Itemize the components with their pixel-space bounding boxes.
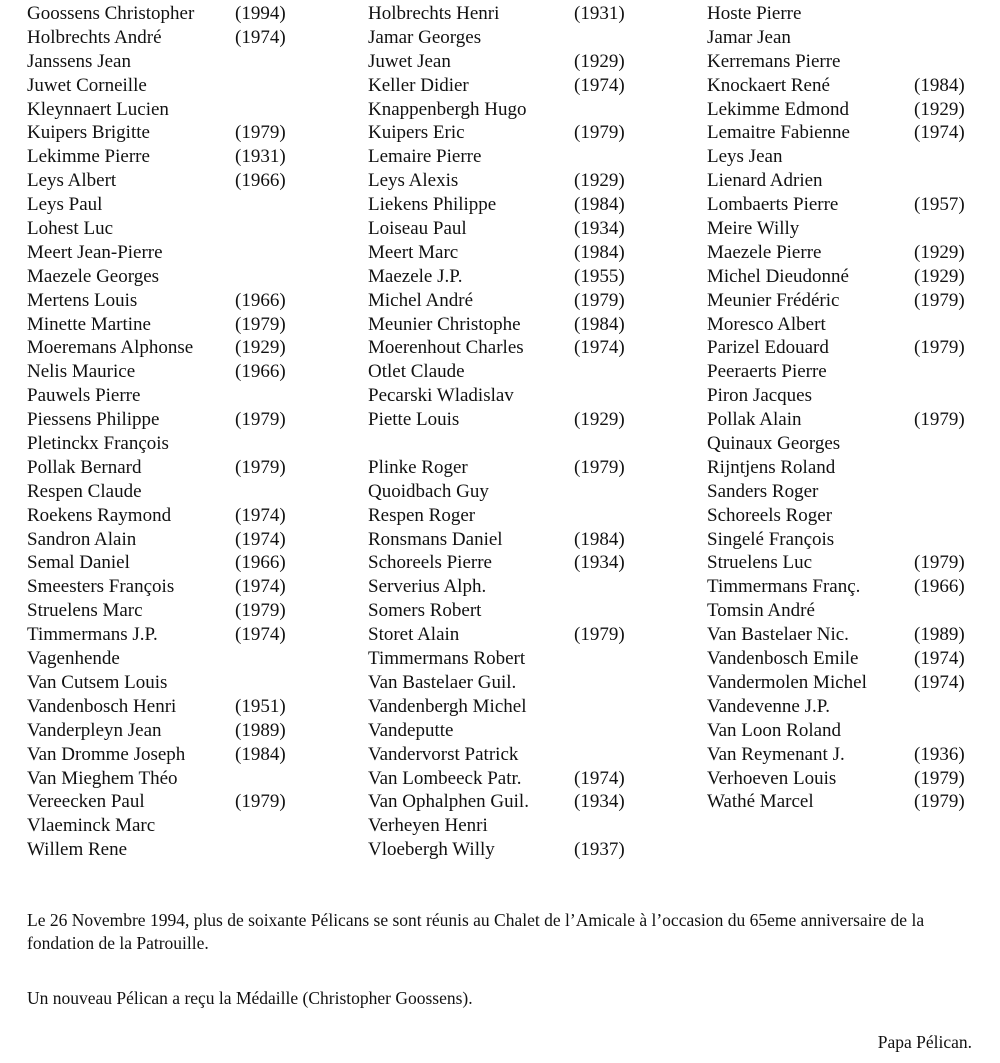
member-name: Moresco Albert bbox=[707, 313, 826, 335]
member-name: Lekimme Edmond bbox=[707, 98, 849, 120]
member-name: Michel André bbox=[368, 289, 474, 311]
member-name: Timmermans Robert bbox=[368, 648, 526, 670]
member-year: (1979) bbox=[914, 767, 965, 789]
member-name: Sanders Roger bbox=[707, 480, 819, 502]
member-year: (1984) bbox=[574, 241, 625, 263]
member-name: Vagenhende bbox=[27, 648, 120, 670]
member-name: Van Dromme Joseph bbox=[27, 743, 186, 765]
member-name: Schoreels Roger bbox=[707, 504, 833, 526]
member-name: Kleynnaert Lucien bbox=[27, 98, 169, 120]
member-name: Kerremans Pierre bbox=[707, 50, 841, 72]
member-name: Meert Jean-Pierre bbox=[27, 241, 163, 263]
member-year: (1929) bbox=[574, 409, 625, 431]
member-year: (1979) bbox=[574, 289, 625, 311]
member-year: (1979) bbox=[235, 313, 286, 335]
member-name: Liekens Philippe bbox=[368, 194, 497, 216]
member-year: (1979) bbox=[235, 122, 286, 144]
member-name: Piette Louis bbox=[368, 409, 460, 431]
member-year: (1934) bbox=[574, 218, 625, 240]
member-year: (1979) bbox=[914, 409, 965, 431]
member-name: Van Mieghem Théo bbox=[27, 767, 178, 789]
member-year: (1929) bbox=[914, 241, 965, 263]
member-year: (1974) bbox=[914, 648, 965, 670]
member-year: (1974) bbox=[574, 337, 625, 359]
member-name: Maezele Pierre bbox=[707, 241, 822, 263]
member-name: Storet Alain bbox=[368, 624, 460, 646]
member-name: Leys Paul bbox=[27, 194, 103, 216]
member-name: Wathé Marcel bbox=[707, 791, 814, 813]
member-name: Moerenhout Charles bbox=[368, 337, 524, 359]
member-name: Vandenbosch Henri bbox=[27, 695, 177, 717]
member-name: Lekimme Pierre bbox=[27, 146, 150, 168]
member-name: Maezele Georges bbox=[27, 265, 160, 287]
member-name: Vandenbergh Michel bbox=[368, 695, 527, 717]
member-name: Lohest Luc bbox=[27, 218, 114, 240]
member-name: Holbrechts André bbox=[27, 26, 162, 48]
member-name: Serverius Alph. bbox=[368, 576, 487, 598]
member-year: (1929) bbox=[914, 265, 965, 287]
member-name: Meunier Frédéric bbox=[707, 289, 840, 311]
member-name: Moeremans Alphonse bbox=[27, 337, 194, 359]
member-name: Nelis Maurice bbox=[27, 361, 136, 383]
member-name: Vandenbosch Emile bbox=[707, 648, 859, 670]
member-name: Plinke Roger bbox=[368, 456, 468, 478]
member-name: Van Lombeeck Patr. bbox=[368, 767, 522, 789]
member-year: (1984) bbox=[235, 743, 286, 765]
member-year: (1966) bbox=[235, 552, 286, 574]
member-name: Vereecken Paul bbox=[27, 791, 145, 813]
member-name: Schoreels Pierre bbox=[368, 552, 492, 574]
member-year: (1984) bbox=[574, 194, 625, 216]
member-name: Vlaeminck Marc bbox=[27, 815, 156, 837]
member-name: Sandron Alain bbox=[27, 528, 137, 550]
member-year: (1929) bbox=[574, 50, 625, 72]
member-name: Otlet Claude bbox=[368, 361, 465, 383]
member-name: Quoidbach Guy bbox=[368, 480, 489, 502]
member-year: (1979) bbox=[914, 337, 965, 359]
member-name: Pollak Bernard bbox=[27, 456, 142, 478]
member-name: Knappenbergh Hugo bbox=[368, 98, 527, 120]
member-year: (1984) bbox=[574, 313, 625, 335]
anniversary-paragraph: Le 26 Novembre 1994, plus de soixante Pélicans se sont réunis au Chalet de l’Amicale à l’occasion du 65eme anniversaire de la fondation de la Patrouille. bbox=[27, 910, 925, 953]
member-name: Ronsmans Daniel bbox=[368, 528, 503, 550]
member-name: Quinaux Georges bbox=[707, 433, 841, 455]
member-name: Van Loon Roland bbox=[707, 719, 842, 741]
member-year: (1984) bbox=[914, 74, 965, 96]
member-name: Parizel Edouard bbox=[707, 337, 829, 359]
member-year: (1979) bbox=[235, 791, 286, 813]
member-year: (1931) bbox=[574, 3, 625, 24]
member-name: Meire Willy bbox=[707, 218, 800, 240]
member-name: Struelens Luc bbox=[707, 552, 813, 574]
member-name: Leys Alexis bbox=[368, 170, 459, 192]
member-name: Vandermolen Michel bbox=[707, 671, 867, 693]
member-name: Goossens Christopher bbox=[27, 3, 195, 24]
member-name: Piessens Philippe bbox=[27, 409, 160, 431]
member-name: Knockaert René bbox=[707, 74, 830, 96]
member-name: Leys Albert bbox=[27, 170, 117, 192]
member-name: Jamar Georges bbox=[368, 26, 482, 48]
member-year: (1974) bbox=[914, 671, 965, 693]
member-name: Van Cutsem Louis bbox=[27, 671, 168, 693]
member-year: (1929) bbox=[914, 98, 965, 120]
member-name: Kuipers Eric bbox=[368, 122, 465, 144]
member-name: Somers Robert bbox=[368, 600, 482, 622]
member-year: (1974) bbox=[235, 576, 286, 598]
member-name: Vandeputte bbox=[368, 719, 454, 741]
member-name: Pecarski Wladislav bbox=[368, 385, 514, 407]
member-name: Pauwels Pierre bbox=[27, 385, 141, 407]
member-name: Peeraerts Pierre bbox=[707, 361, 827, 383]
member-year: (1974) bbox=[235, 26, 286, 48]
member-name: Vanderpleyn Jean bbox=[27, 719, 162, 741]
member-year: (1934) bbox=[574, 552, 625, 574]
member-name: Singelé François bbox=[707, 528, 835, 550]
member-name: Respen Roger bbox=[368, 504, 476, 526]
member-name: Lemaitre Fabienne bbox=[707, 122, 850, 144]
member-year: (1974) bbox=[235, 624, 286, 646]
member-year: (1966) bbox=[235, 170, 286, 192]
member-name: Keller Didier bbox=[368, 74, 469, 96]
member-year: (1984) bbox=[574, 528, 625, 550]
member-year: (1951) bbox=[235, 695, 286, 717]
member-name: Timmermans Franç. bbox=[707, 576, 861, 598]
member-name: Semal Daniel bbox=[27, 552, 130, 574]
member-name: Pollak Alain bbox=[707, 409, 802, 431]
member-name: Smeesters François bbox=[27, 576, 175, 598]
member-year: (1979) bbox=[574, 122, 625, 144]
member-name: Minette Martine bbox=[27, 313, 151, 335]
member-year: (1966) bbox=[235, 289, 286, 311]
member-year: (1989) bbox=[914, 624, 965, 646]
member-name: Vandervorst Patrick bbox=[368, 743, 519, 765]
member-year: (1994) bbox=[235, 3, 286, 24]
member-name: Piron Jacques bbox=[707, 385, 813, 407]
member-name: Van Bastelaer Nic. bbox=[707, 624, 849, 646]
member-year: (1957) bbox=[914, 194, 965, 216]
member-name: Pletinckx François bbox=[27, 433, 169, 455]
member-year: (1934) bbox=[574, 791, 625, 813]
member-name: Kuipers Brigitte bbox=[27, 122, 150, 144]
member-year: (1974) bbox=[574, 767, 625, 789]
member-name: Lemaire Pierre bbox=[368, 146, 482, 168]
member-name: Verheyen Henri bbox=[368, 815, 488, 837]
member-name: Roekens Raymond bbox=[27, 504, 172, 526]
member-name: Tomsin André bbox=[707, 600, 815, 622]
member-year: (1979) bbox=[914, 552, 965, 574]
member-name: Van Bastelaer Guil. bbox=[368, 671, 517, 693]
member-year: (1929) bbox=[235, 337, 286, 359]
member-name: Rijntjens Roland bbox=[707, 456, 836, 478]
member-year: (1937) bbox=[574, 839, 625, 861]
member-name: Maezele J.P. bbox=[368, 265, 463, 287]
member-year: (1979) bbox=[914, 791, 965, 813]
member-name: Vandevenne J.P. bbox=[707, 695, 830, 717]
member-name: Meert Marc bbox=[368, 241, 459, 263]
member-name: Vloebergh Willy bbox=[368, 839, 495, 861]
member-year: (1979) bbox=[574, 456, 625, 478]
member-name: Juwet Corneille bbox=[27, 74, 147, 96]
member-name: Respen Claude bbox=[27, 480, 142, 502]
member-name: Jamar Jean bbox=[707, 26, 791, 48]
member-year: (1931) bbox=[235, 146, 286, 168]
member-name: Juwet Jean bbox=[368, 50, 451, 72]
member-name: Verhoeven Louis bbox=[707, 767, 837, 789]
member-name: Struelens Marc bbox=[27, 600, 143, 622]
member-year: (1979) bbox=[235, 456, 286, 478]
member-year: (1955) bbox=[574, 265, 625, 287]
member-year: (1989) bbox=[235, 719, 286, 741]
member-name: Van Ophalphen Guil. bbox=[368, 791, 529, 813]
member-roster bbox=[0, 2, 1000, 872]
member-year: (1974) bbox=[235, 504, 286, 526]
member-name: Lombaerts Pierre bbox=[707, 194, 839, 216]
member-name: Timmermans J.P. bbox=[27, 624, 158, 646]
member-name: Mertens Louis bbox=[27, 289, 138, 311]
member-year: (1936) bbox=[914, 743, 965, 765]
member-name: Michel Dieudonné bbox=[707, 265, 849, 287]
member-year: (1979) bbox=[235, 600, 286, 622]
member-name: Holbrechts Henri bbox=[368, 3, 500, 24]
member-name: Janssens Jean bbox=[27, 50, 131, 72]
signature: Papa Pélican. bbox=[877, 1032, 972, 1052]
member-year: (1979) bbox=[574, 624, 625, 646]
member-year: (1929) bbox=[574, 170, 625, 192]
member-year: (1979) bbox=[235, 409, 286, 431]
member-name: Van Reymenant J. bbox=[707, 743, 845, 765]
member-name: Meunier Christophe bbox=[368, 313, 521, 335]
member-name: Lienard Adrien bbox=[707, 170, 823, 192]
member-year: (1974) bbox=[574, 74, 625, 96]
member-year: (1966) bbox=[235, 361, 286, 383]
member-year: (1966) bbox=[914, 576, 965, 598]
member-year: (1974) bbox=[914, 122, 965, 144]
medal-paragraph: Un nouveau Pélican a reçu la Médaille (Christopher Goossens). bbox=[27, 988, 473, 1008]
member-name: Hoste Pierre bbox=[707, 3, 802, 24]
member-name: Leys Jean bbox=[707, 146, 783, 168]
member-name: Willem Rene bbox=[27, 839, 128, 861]
member-name: Loiseau Paul bbox=[368, 218, 467, 240]
member-year: (1979) bbox=[914, 289, 965, 311]
member-year: (1974) bbox=[235, 528, 286, 550]
